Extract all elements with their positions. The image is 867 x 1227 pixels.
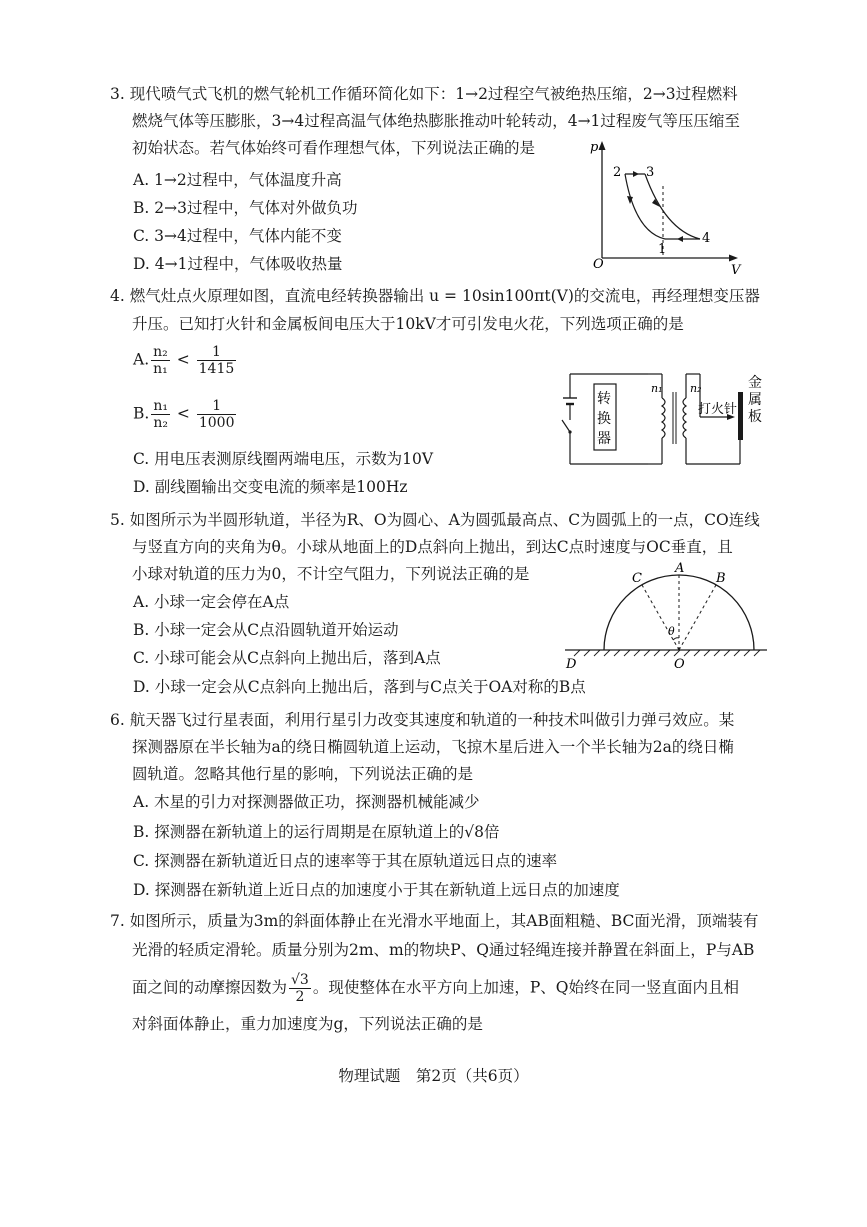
- secondary-turns-label: n₂: [690, 382, 702, 395]
- converter-char-2: 换: [597, 411, 611, 427]
- q5-stem-line-1: 5. 如图所示为半圆形轨道，半径为R、O为圆心、A为圆弧最高点、C为圆弧上的一点，CO连线: [110, 511, 760, 529]
- plate-char-3: 板: [748, 409, 762, 425]
- pv-point-3: 3: [646, 165, 655, 180]
- q4-option-d: D. 副线圈输出交变电流的频率是100Hz: [133, 478, 408, 496]
- pv-point-1: 1: [658, 242, 667, 257]
- q7-stem-line-3-pre: 面之间的动摩擦因数为: [132, 978, 288, 997]
- q7-stem-line-4: 对斜面体静止，重力加速度为g，下列说法正确的是: [132, 1015, 483, 1033]
- q4-option-b-rhs: $\frac{1}{1000}$: [198, 398, 235, 431]
- q7-stem-line-1: 7. 如图所示，质量为3m的斜面体静止在光滑水平地面上，其AB面粗糙、BC面光滑，顶端装有: [110, 912, 759, 930]
- ignition-circuit: [550, 370, 775, 470]
- pv-v-label: V: [731, 263, 741, 278]
- q4-option-a-rhs: $\frac{1}{1415}$: [198, 344, 235, 377]
- point-a-label: A: [675, 561, 685, 576]
- q4-option-b: [133, 398, 238, 431]
- q6-option-d: D. 探测器在新轨道上近日点的加速度小于其在新轨道上远日点的加速度: [133, 881, 620, 899]
- pv-point-2: 2: [613, 165, 622, 180]
- q4-option-b-op: <: [176, 404, 190, 423]
- q7-stem-line-2: 光滑的轻质定滑轮。质量分别为2m、m的物块P、Q通过轻绳连接并静置在斜面上，P与AB: [132, 941, 755, 959]
- q6-option-b: B. 探测器在新轨道上的运行周期是在原轨道上的√8倍: [133, 823, 500, 841]
- q3-stem-line-3: 初始状态。若气体始终可看作理想气体，下列说法正确的是: [132, 139, 536, 157]
- pv-point-4: 4: [702, 231, 711, 246]
- q5-option-c: C. 小球可能会从C点斜向上抛出后，落到A点: [133, 649, 441, 667]
- metal-plate: [738, 392, 743, 440]
- q5-option-a: A. 小球一定会停在A点: [133, 593, 290, 611]
- pv-origin-label: O: [593, 257, 604, 272]
- q4-option-a-op: <: [176, 350, 190, 369]
- angle-theta-label: θ: [668, 625, 675, 638]
- q3-stem-line-2: 燃烧气体等压膨胀，3→4过程高温气体绝热膨胀推动叶轮转动，4→1过程废气等压压缩至: [132, 112, 740, 130]
- pv-p-label: p: [590, 140, 599, 155]
- q6-option-a: A. 木星的引力对探测器做正功，探测器机械能减少: [133, 793, 480, 811]
- q5-stem-line-2: 与竖直方向的夹角为θ。小球从地面上的D点斜向上抛出，到达C点时速度与OC垂直，且: [132, 538, 733, 556]
- converter-char-3: 器: [597, 431, 611, 447]
- q6-stem-line-1: 6. 航天器飞过行星表面，利用行星引力改变其速度和轨道的一种技术叫做引力弹弓效应。某: [110, 711, 735, 729]
- q5-stem-line-3: 小球对轨道的压力为0，不计空气阻力，下列说法正确的是: [132, 565, 530, 583]
- point-c-label: C: [632, 571, 642, 586]
- plate-char-2: 属: [748, 392, 762, 408]
- q6-stem-line-3: 圆轨道。忽略其他行星的影响，下列说法正确的是: [132, 765, 474, 783]
- q6-option-c: C. 探测器在新轨道近日点的速率等于其在原轨道远日点的速率: [133, 852, 558, 870]
- semicircle-track-diagram: [560, 560, 770, 672]
- q3-option-b: B. 2→3过程中，气体对外做负功: [133, 199, 358, 217]
- q3-option-c: C. 3→4过程中，气体内能不变: [133, 227, 342, 245]
- q4-option-c: C. 用电压表测原线圈两端电压，示数为10V: [133, 450, 434, 468]
- q4-option-a-lhs: $\frac{\text{n₂}}{\text{n₁}}$: [153, 344, 168, 377]
- q3-stem-line-1: 3. 现代喷气式飞机的燃气轮机工作循环简化如下：1→2过程空气被绝热压缩，2→3过程燃料: [110, 85, 738, 103]
- point-d-label: D: [566, 657, 577, 672]
- q4-option-a: [133, 344, 238, 377]
- q4-stem-line-2: 升压。已知打火针和金属板间电压大于10kV才可引发电火花，下列选项正确的是: [132, 315, 684, 333]
- q4-option-a-label: A.: [133, 350, 150, 369]
- pv-diagram: [585, 136, 745, 281]
- converter-char-1: 转: [597, 391, 611, 407]
- q4-option-b-lhs: $\frac{\text{n₁}}{\text{n₂}}$: [153, 398, 168, 431]
- page-footer: 物理试题 第2页（共6页）: [338, 1067, 529, 1085]
- primary-turns-label: n₁: [651, 382, 663, 395]
- friction-coefficient-fraction: $\frac{√3}{2}$: [291, 972, 309, 1005]
- center-o-label: O: [674, 657, 685, 672]
- q4-option-b-label: B.: [133, 404, 150, 423]
- q7-stem-line-3-post: 。现使整体在水平方向上加速，P、Q始终在同一竖直面内且相: [312, 978, 739, 997]
- point-b-label: B: [716, 571, 726, 586]
- q3-option-d: D. 4→1过程中，气体吸收热量: [133, 255, 343, 273]
- q4-stem-line-1: 4. 燃气灶点火原理如图，直流电经转换器输出 u = 10sin100πt(V)的交流电，再经理想变压器: [110, 287, 760, 305]
- q5-option-d: D. 小球一定会从C点斜向上抛出后，落到与C点关于OA对称的B点: [133, 678, 586, 696]
- plate-char-1: 金: [748, 375, 762, 391]
- q7-stem-line-3: [132, 972, 739, 1005]
- q3-option-a: A. 1→2过程中，气体温度升高: [133, 171, 342, 189]
- q6-stem-line-2: 探测器原在半长轴为a的绕日椭圆轨道上运动，飞掠木星后进入一个半长轴为2a的绕日椭: [132, 738, 734, 756]
- q5-option-b: B. 小球一定会从C点沿圆轨道开始运动: [133, 621, 399, 639]
- ignition-needle-label: 打火针: [698, 402, 738, 417]
